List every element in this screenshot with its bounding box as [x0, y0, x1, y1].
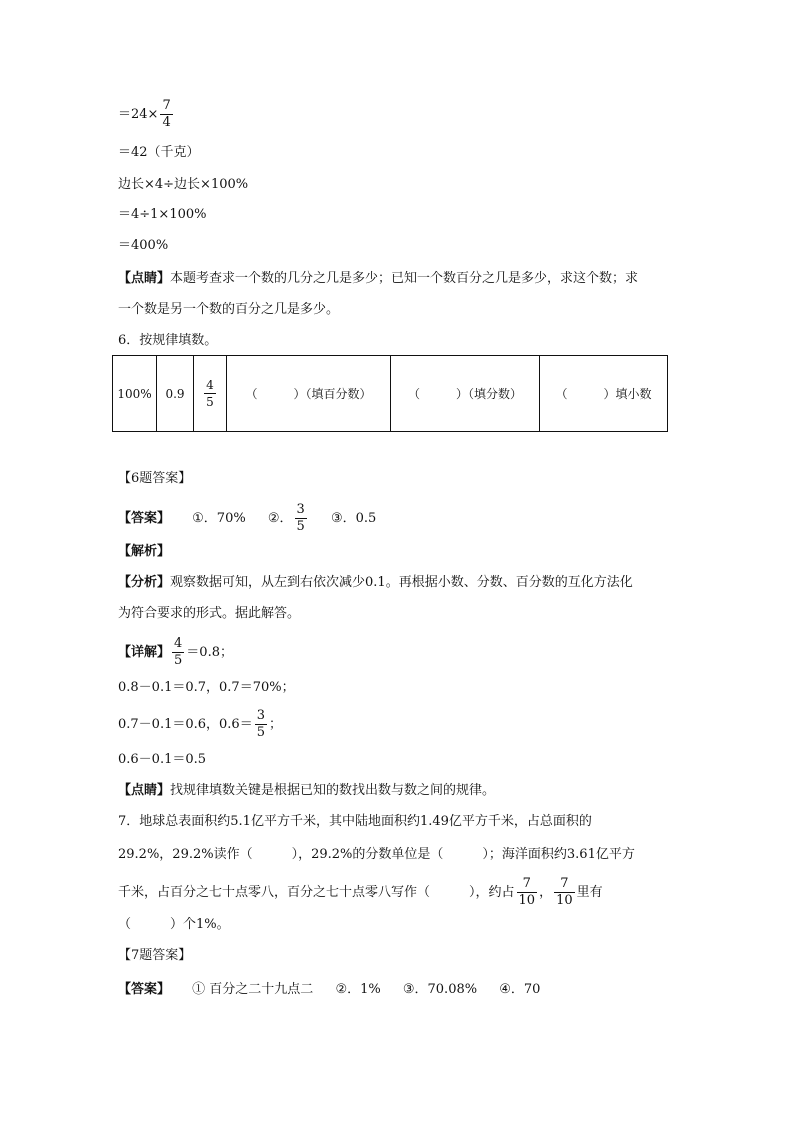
- q6-fenxi-cont: 为符合要求的形式。据此解答。: [118, 606, 301, 621]
- q6-title: 6．按规律填数。: [118, 333, 218, 348]
- blank-fraction-cell: （ ）（填分数）: [391, 356, 540, 432]
- q6-xiangjie-4: 0.6－0.1＝0.5: [118, 752, 207, 767]
- q6-jiexi: 【解析】: [118, 544, 171, 559]
- q6-dianjing: 【点睛】找规律填数关键是根据已知的数找出数与数之间的规律。: [118, 783, 496, 798]
- fraction: $\frac{4}{5}$: [206, 378, 214, 409]
- dianjing-1-cont: 一个数是另一个数的百分之几是多少。: [118, 302, 340, 317]
- fraction: $\frac{3}{5}$: [256, 708, 265, 740]
- q6-answer-header: 【6题答案】: [118, 471, 192, 486]
- q7-line-4: （ ）个1%。: [118, 917, 230, 932]
- table-cell: 0.9: [157, 356, 194, 432]
- calc-line-4: ＝4÷1×100%: [118, 207, 207, 222]
- calc-line-2: ＝42（千克）: [118, 145, 200, 160]
- fraction: $\frac{7}{4}$: [162, 98, 171, 130]
- q7-answer-header: 【7题答案】: [118, 948, 192, 963]
- q6-fenxi: 【分析】观察数据可知，从左到右依次减少0.1。再根据小数、分数、百分数的互化方法化: [118, 575, 633, 590]
- sequence-table: [112, 355, 668, 432]
- q7-line-2: 29.2%，29.2%读作（ ），29.2%的分数单位是（ ）；海洋面积约3.61亿平方: [118, 847, 635, 862]
- calc-line-1: ＝24× $\frac{7}{4}$: [118, 98, 171, 130]
- calc-line-3: 边长×4÷边长×100%: [118, 177, 249, 192]
- q6-xiangjie-2: 0.8－0.1＝0.7，0.7＝70%；: [118, 680, 295, 695]
- q7-answer: 【答案】 ① 百分之二十九点二 ②．1% ③．70.08% ④．70: [118, 982, 541, 997]
- q6-xiangjie-1: 【详解】 $\frac{4}{5}$ ＝0.8；: [118, 636, 233, 668]
- table-cell: [194, 356, 227, 432]
- calc-line-5: ＝400%: [118, 238, 169, 253]
- fraction: $\frac{3}{5}$: [296, 502, 305, 534]
- q6-answer: 【答案】 ①．70% ②． $\frac{3}{5}$ ③．0.5: [118, 502, 377, 534]
- blank-decimal-cell: （ ）填小数: [540, 356, 668, 432]
- q7-line-3: 千米，占百分之七十点零八，百分之七十点零八写作（ ），约占 $\frac{7}{10}$ ， $\frac{7}{10}$ 里有: [118, 876, 603, 908]
- table-cell: 100%: [113, 356, 157, 432]
- fraction: $\frac{7}{10}$: [556, 876, 573, 908]
- q6-xiangjie-3: 0.7－0.1＝0.6，0.6＝ $\frac{3}{5}$ ；: [118, 708, 282, 740]
- fraction: $\frac{4}{5}$: [174, 636, 183, 668]
- fraction: $\frac{7}{10}$: [518, 876, 536, 908]
- q7-line-1: 7．地球总表面积约5.1亿平方千米，其中陆地面积约1.49亿平方千米，占总面积的: [118, 814, 592, 829]
- blank-percent-cell: （ ）（填百分数）: [227, 356, 391, 432]
- dianjing-1: 【点睛】本题考查求一个数的几分之几是多少；已知一个数百分之几是多少，求这个数；求: [118, 271, 639, 286]
